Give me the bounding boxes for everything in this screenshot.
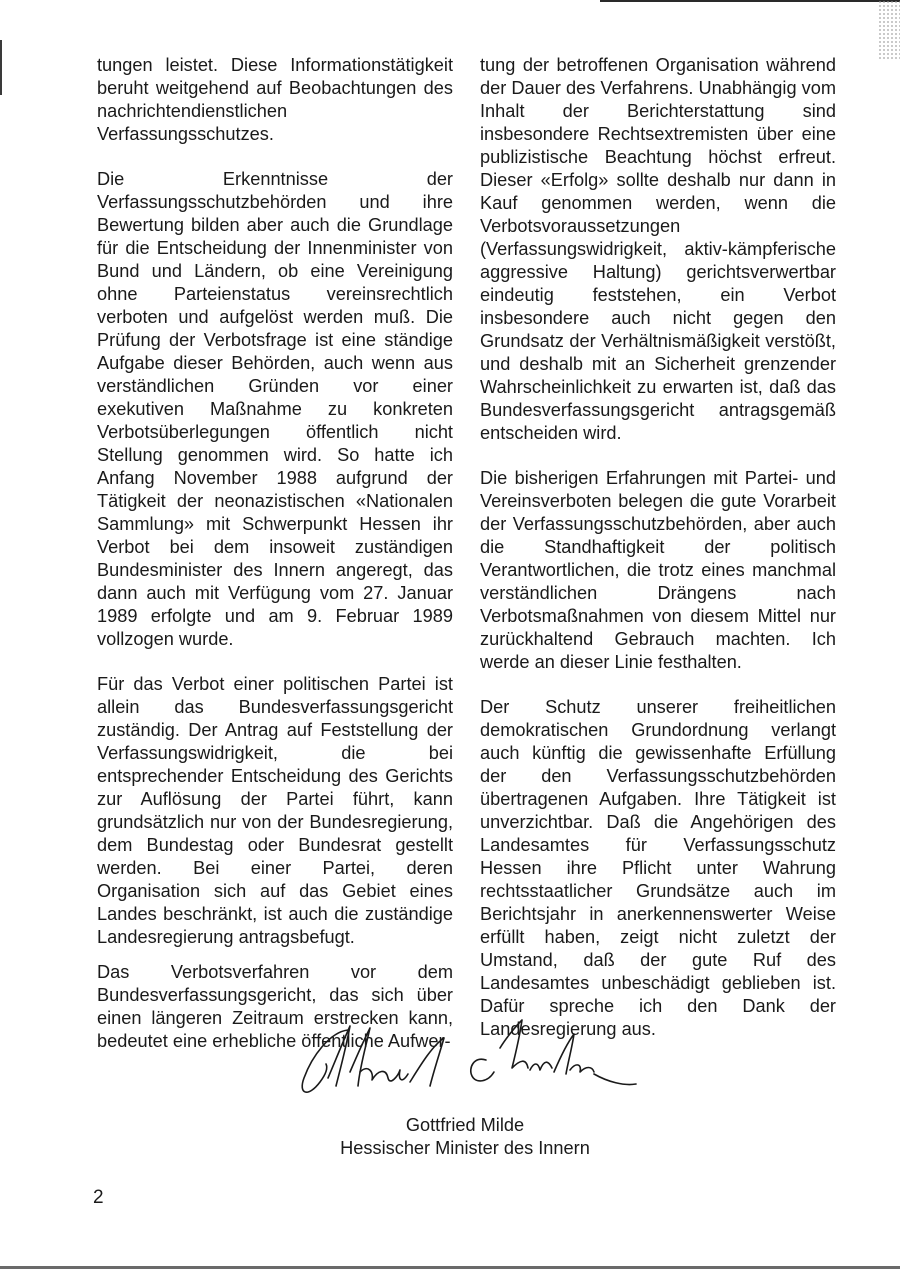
paragraph: Das Verbotsverfahren vor dem Bundesverfassungsgericht, das sich über einen längeren Zeitraum erstrecken kann, bedeutet eine erhebliche öffentliche Aufwer- <box>97 962 453 1051</box>
scan-corner-artifact <box>878 0 900 60</box>
paragraph: Die Erkenntnisse der Verfassungsschutzbehörden und ihre Bewertung bilden aber auch die Grundlage für die Entscheidung der Innenminister von Bund und Ländern, ob eine Vereinigung ohne Parteienstatus vereinsrechtlich verboten und aufgelöst werden muß. Die Prüfung der Verbotsfrage ist eine ständige Aufgabe dieser Behörden, auch wenn aus verständlichen Gründen vor einer exekutiven Maßnahme zu konkreten Verbotsüberlegungen öffentlich nicht Stellung genommen wird. So hatte ich Anfang November 1988 aufgrund der Tätigkeit der neonazistischen «Nationalen Sammlung» mit Schwerpunkt Hessen ihr Verbot bei dem insoweit zuständigen Bundesminister des Innern angeregt, das dann auch mit Verfügung vom 27. Januar 1989 erfolgte und am 9. Februar 1989 vollzogen wurde. <box>97 169 453 649</box>
top-border-rule <box>600 0 900 2</box>
right-text-column <box>480 54 836 1063</box>
signatory-name: Gottfried Milde <box>405 1115 525 1135</box>
paragraph: Der Schutz unserer freiheitlichen demokratischen Grundordnung verlangt auch künftig die gewissenhafte Erfüllung der den Verfassungsschutzbehörden übertragenen Aufgaben. Ihre Tätigkeit ist unverzichtbar. Daß die Angehörigen des Landesamtes für Verfassungsschutz Hessen ihre Pflicht unter Wahrung rechtsstaatlicher Grundsätze auch im Berichtsjahr in anerkennenswerter Weise erfüllt haben, zeigt nicht zuletzt der Umstand, daß der gute Ruf des Landesamtes unbeschädigt geblieben ist. Dafür spreche ich den Dank der Landesregierung aus. <box>480 697 836 1039</box>
page-number: 2 <box>93 1187 104 1208</box>
signatory-title: Hessischer Minister des Innern <box>340 1138 590 1158</box>
paragraph: tungen leistet. Diese Informationstätigkeit beruht weitgehend auf Beobachtungen des nachrichtendienstlichen Verfassungsschutzes. <box>97 55 453 144</box>
paragraph: Die bisherigen Erfahrungen mit Partei- und Vereinsverboten belegen die gute Vorarbeit der Verfassungsschutzbehörden, aber auch die Standhaftigkeit der politisch Verantwortlichen, die trotz eines manchmal verständlichen Drängens nach Verbotsmaßnahmen von diesem Mittel nur zurückhaltend Gebrauch machten. Ich werde an dieser Linie festhalten. <box>480 468 836 672</box>
left-margin-mark <box>0 40 2 95</box>
left-text-column <box>97 54 453 1075</box>
bottom-border-rule <box>0 1266 900 1269</box>
signature-drawing <box>290 1012 640 1112</box>
paragraph: Für das Verbot einer politischen Partei ist allein das Bundesverfassungsgericht zuständig. Der Antrag auf Feststellung der Verfassungswidrigkeit, die bei entsprechender Entscheidung des Gerichts zur Auflösung der Partei führt, kann grundsätzlich nur von der Bundesregierung, dem Bundestag oder Bundesrat gestellt werden. Bei einer Partei, deren Organisation sich auf das Gebiet eines Landes beschränkt, ist auch die zuständige Landesregierung antragsbefugt. <box>97 674 453 947</box>
handwritten-signature <box>290 1012 640 1112</box>
signature-block <box>300 1114 630 1160</box>
paragraph: tung der betroffenen Organisation während der Dauer des Verfahrens. Unabhängig vom Inhalt der Berichterstattung sind insbesondere Rechtsextremisten über eine publizistische Beachtung höchst erfreut. Dieser «Erfolg» sollte deshalb nur dann in Kauf genommen werden, wenn die Verbotsvoraussetzungen (Verfassungswidrigkeit, aktiv-kämpferische aggressive Haltung) gerichtsverwertbar eindeutig feststehen, ein Verbot insbesondere auch nicht gegen den Grundsatz der Verhältnismäßigkeit verstößt, und deshalb mit an Sicherheit grenzender Wahrscheinlichkeit zu erwarten ist, daß das Bundesverfassungsgericht antragsgemäß entscheiden wird. <box>480 55 836 443</box>
